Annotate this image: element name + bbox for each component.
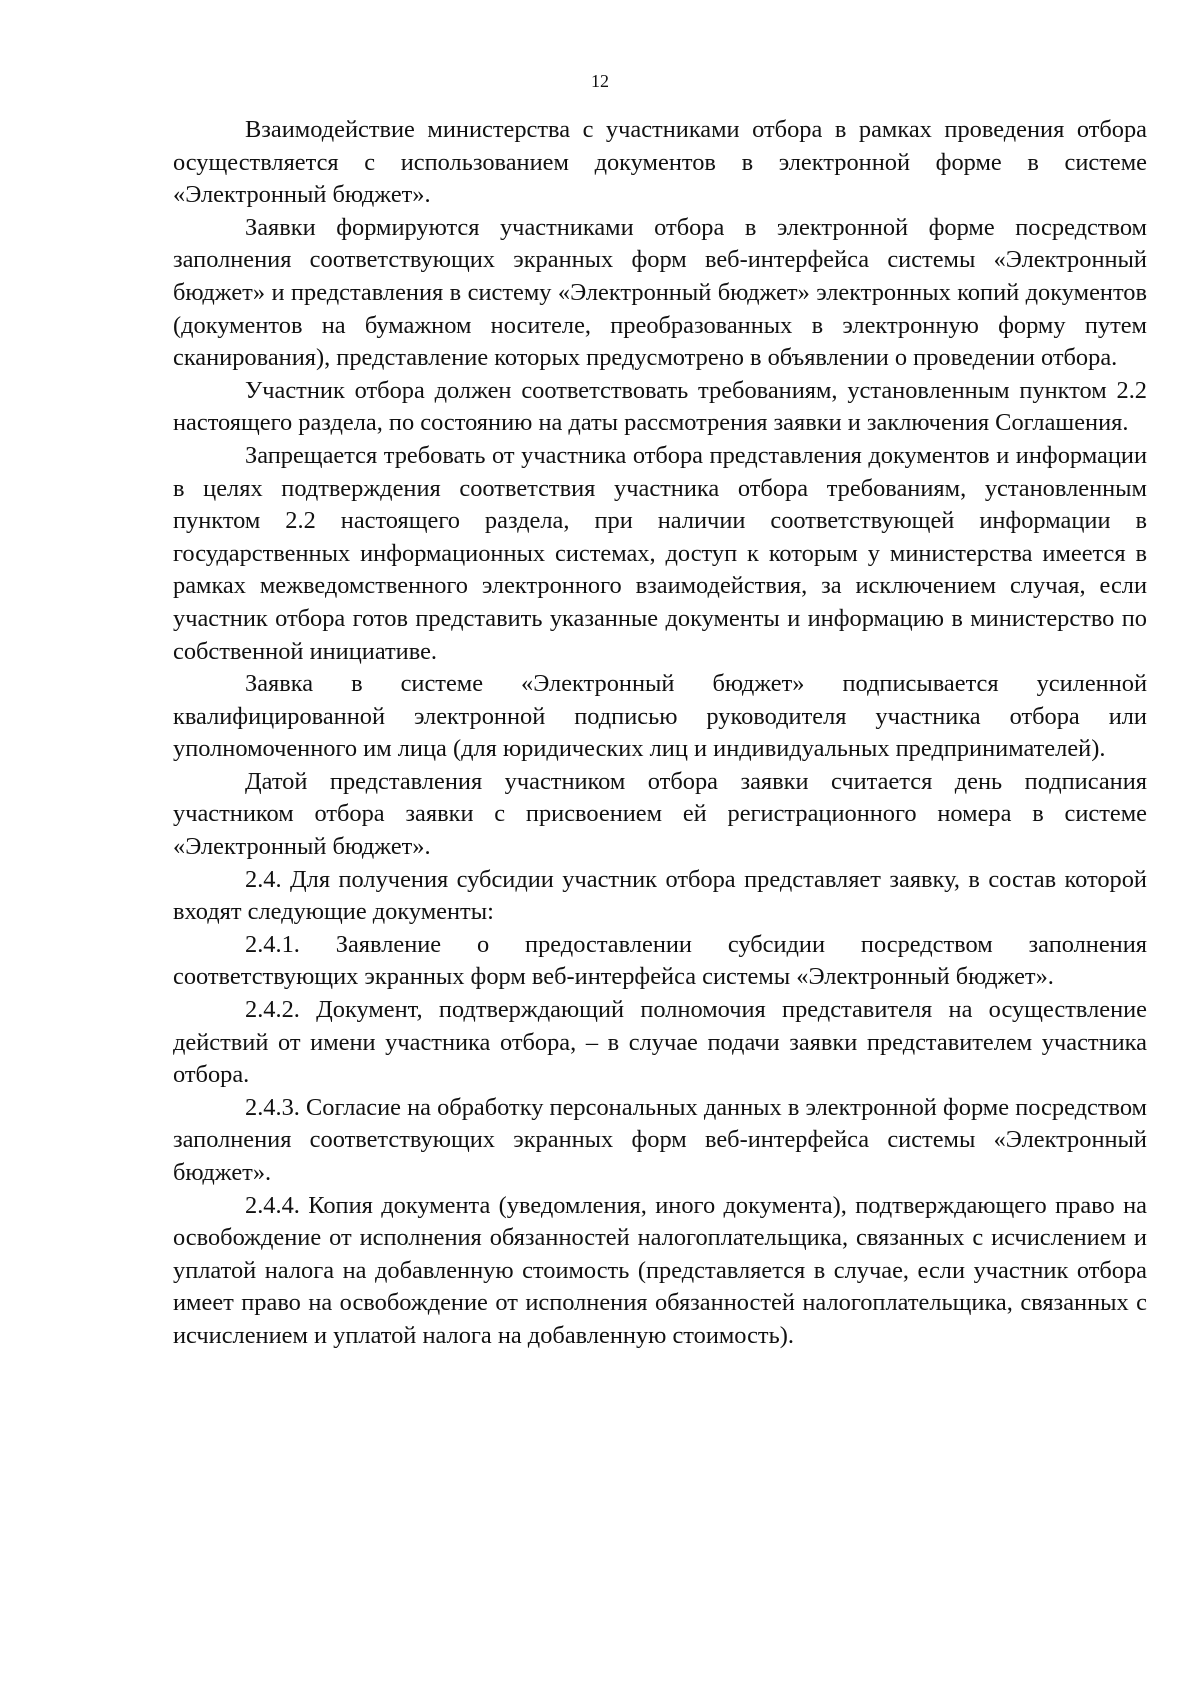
paragraph-interaction: Взаимодействие министерства с участниками отбора в рамках проведения отбора осуществляется с использованием документов в электронной форме в системе «Электронный бюджет». — [173, 116, 1147, 209]
paragraph-section-2-4-1: 2.4.1. Заявление о предоставлении субсидии посредством заполнения соответствующих экранных форм веб-интерфейса системы «Электронный бюджет». — [173, 930, 1147, 991]
paragraph-participant-requirements: Участник отбора должен соответствовать требованиям, установленным пунктом 2.2 настоящего раздела, по состоянию на даты рассмотрения заявки и заключения Соглашения. — [173, 376, 1147, 437]
paragraph-section-2-4: 2.4. Для получения субсидии участник отбора представляет заявку, в состав которой входят следующие документы: — [173, 865, 1147, 926]
paragraph-submission-date: Датой представления участником отбора заявки считается день подписания участником отбора заявки с присвоением ей регистрационного номера в системе «Электронный бюджет». — [173, 767, 1147, 861]
document-body — [173, 114, 1147, 1353]
paragraph-signature: Заявка в системе «Электронный бюджет» подписывается усиленной квалифицированной электронной подписью руководителя участника отбора или уполномоченного им лица (для юридических лиц и индивидуальных предпринимателей). — [173, 670, 1147, 763]
paragraph-applications-formation: Заявки формируются участниками отбора в электронной форме посредством заполнения соответствующих экранных форм веб-интерфейса системы «Электронный бюджет» и представления в систему «Электронный бюджет» электронных копий документов (документов на бумажном носителе, преобразованных в электронную форму путем сканирования), представление которых предусмотрено в объявлении о проведении отбора. — [173, 213, 1147, 372]
paragraph-section-2-4-2: 2.4.2. Документ, подтверждающий полномочия представителя на осуществление действий от имени участника отбора, – в случае подачи заявки представителем участника отбора. — [173, 996, 1147, 1089]
paragraph-section-2-4-3: 2.4.3. Согласие на обработку персональных данных в электронной форме посредством заполнения соответствующих экранных форм веб-интерфейса системы «Электронный бюджет». — [173, 1093, 1147, 1186]
paragraph-prohibition: Запрещается требовать от участника отбора представления документов и информации в целях подтверждения соответствия участника отбора требованиям, установленным пунктом 2.2 настоящего раздела, при наличии соответствующей информации в государственных информационных системах, доступ к которым у министерства имеется в рамках межведомственного электронного взаимодействия, за исключением случая, если участник отбора готов представить указанные документы и информацию в министерство по собственной инициативе. — [173, 441, 1147, 665]
paragraph-section-2-4-4: 2.4.4. Копия документа (уведомления, иного документа), подтверждающего право на освобождение от исполнения обязанностей налогоплательщика, связанных с исчислением и уплатой налога на добавленную стоимость (представляется в случае, если участник отбора имеет право на освобождение от исполнения обязанностей налогоплательщика, связанных с исчислением и уплатой налога на добавленную стоимость). — [173, 1191, 1147, 1349]
page-number: 12 — [591, 71, 609, 91]
